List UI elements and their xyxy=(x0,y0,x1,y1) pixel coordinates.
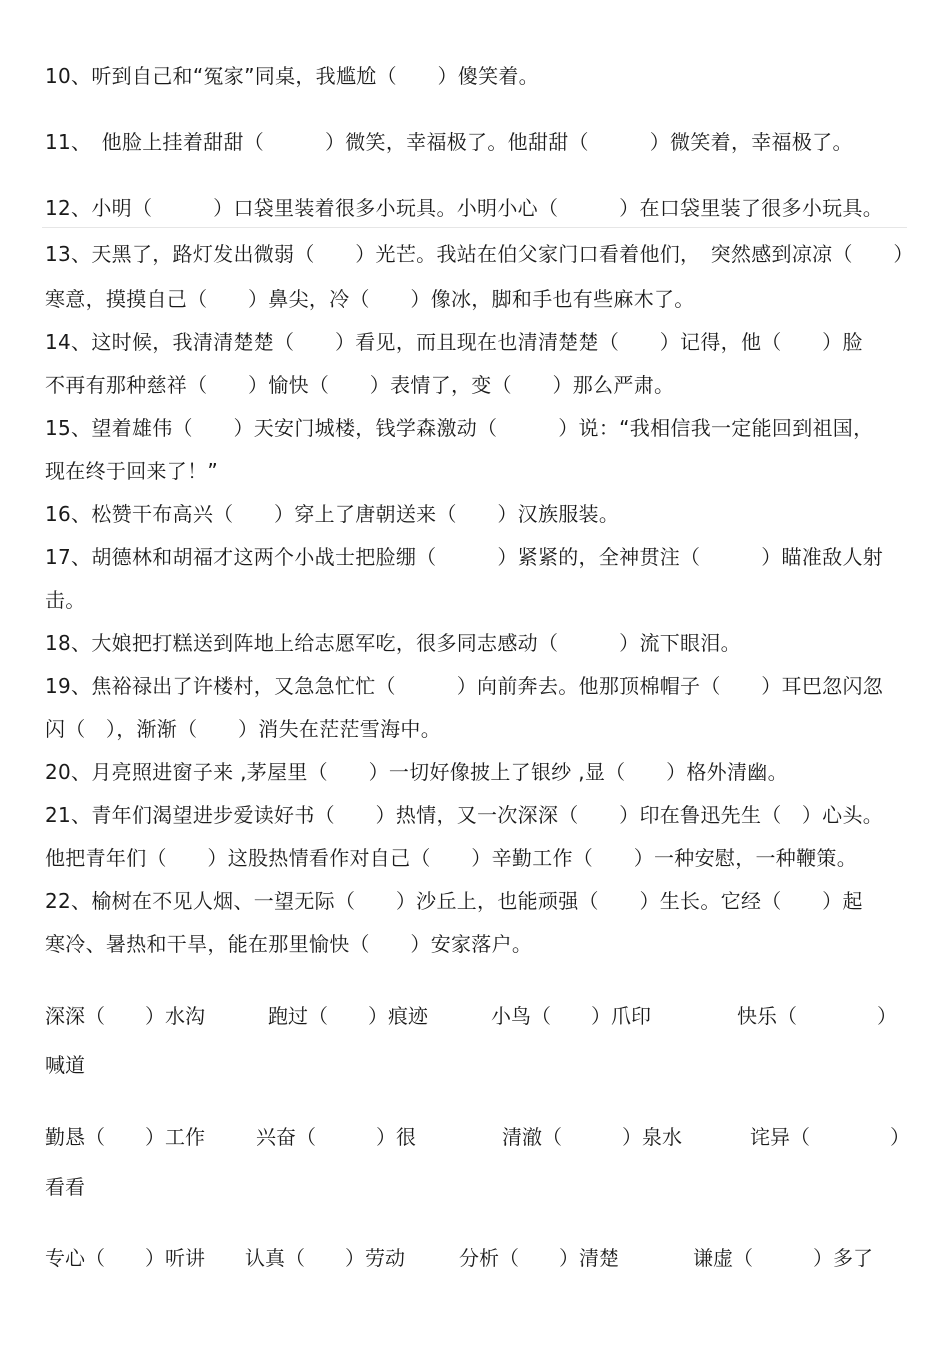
item-14-line-1: 14、这时候，我清清楚楚（ ）看见，而且现在也清清楚楚（ ）记得，他（ ）脸 xyxy=(45,330,863,354)
item-12: 12、小明（ ）口袋里装着很多小玩具。小明小心（ ）在口袋里装了很多小玩具。 xyxy=(45,196,884,220)
item-14-line-2: 不再有那种慈祥（ ）愉快（ ）表情了，变（ ）那么严肃。 xyxy=(45,373,675,397)
item-22-line-2: 寒冷、暑热和干旱，能在那里愉快（ ）安家落户。 xyxy=(45,932,533,956)
item-17-line-2: 击。 xyxy=(45,588,86,612)
item-13-line-1: 13、天黑了，路灯发出微弱（ ）光芒。我站在伯父家门口看着他们， 突然感到凉凉（ ） xyxy=(45,242,914,266)
phrase: 认真（ ）劳动 xyxy=(245,1246,405,1270)
phrase: 兴奋（ ）很 xyxy=(256,1125,416,1149)
phrase: 专心（ ）听讲 xyxy=(45,1246,205,1270)
item-21-line-1: 21、青年们渴望进步爱读好书（ ）热情，又一次深深（ ）印在鲁迅先生（ ）心头。 xyxy=(45,803,884,827)
divider xyxy=(42,227,907,228)
phrase: 小鸟（ ）爪印 xyxy=(491,1004,651,1028)
item-18: 18、大娘把打糕送到阵地上给志愿军吃，很多同志感动（ ）流下眼泪。 xyxy=(45,631,741,655)
item-13-line-2: 寒意，摸摸自己（ ）鼻尖，冷（ ）像冰，脚和手也有些麻木了。 xyxy=(45,287,695,311)
phrase-row-1 xyxy=(45,1002,905,1032)
item-22-line-1: 22、榆树在不见人烟、一望无际（ ）沙丘上，也能顽强（ ）生长。它经（ ）起 xyxy=(45,889,863,913)
phrase: 清澈（ ）泉水 xyxy=(502,1125,682,1149)
item-19-line-1: 19、焦裕禄出了许楼村，又急急忙忙（ ）向前奔去。他那顶棉帽子（ ）耳巴忽闪忽 xyxy=(45,674,884,698)
item-10: 10、听到自己和“冤家”同桌，我尴尬（ ）傻笑着。 xyxy=(45,64,539,88)
item-15-line-1: 15、望着雄伟（ ）天安门城楼，钱学森激动（ ）说：“我相信我一定能回到祖国， xyxy=(45,416,874,440)
phrase: 看看 xyxy=(45,1175,85,1199)
item-19-line-2: 闪（ ），渐渐（ ）消失在茫茫雪海中。 xyxy=(45,717,441,741)
item-20: 20、月亮照进窗子来 ,茅屋里（ ）一切好像披上了银纱 ,显（ ）格外清幽。 xyxy=(45,760,788,784)
phrase-row-2 xyxy=(45,1123,910,1153)
item-16: 16、松赞干布高兴（ ）穿上了唐朝送来（ ）汉族服装。 xyxy=(45,502,620,526)
phrase: 跑过（ ）痕迹 xyxy=(268,1004,428,1028)
phrase: 诧异（ ） xyxy=(750,1125,910,1149)
phrase: 深深（ ）水沟 xyxy=(45,1004,205,1028)
phrase: 快乐（ ） xyxy=(737,1004,897,1028)
phrase-row-2-wrap xyxy=(45,1173,905,1203)
phrase: 谦虚（ ）多了 xyxy=(693,1246,873,1270)
phrase: 勤恳（ ）工作 xyxy=(45,1125,205,1149)
item-21-line-2: 他把青年们（ ）这股热情看作对自己（ ）辛勤工作（ ）一种安慰，一种鞭策。 xyxy=(45,846,857,870)
phrase-row-1-wrap xyxy=(45,1051,905,1081)
item-11: 11、 他脸上挂着甜甜（ ）微笑，幸福极了。他甜甜（ ）微笑着，幸福极了。 xyxy=(45,130,853,154)
item-17-line-1: 17、胡德林和胡福才这两个小战士把脸绷（ ）紧紧的，全神贯注（ ）瞄准敌人射 xyxy=(45,545,884,569)
phrase: 分析（ ）清楚 xyxy=(459,1246,619,1270)
phrase-row-3 xyxy=(45,1244,905,1274)
item-15-line-2: 现在终于回来了！” xyxy=(45,459,219,483)
phrase: 喊道 xyxy=(45,1053,85,1077)
